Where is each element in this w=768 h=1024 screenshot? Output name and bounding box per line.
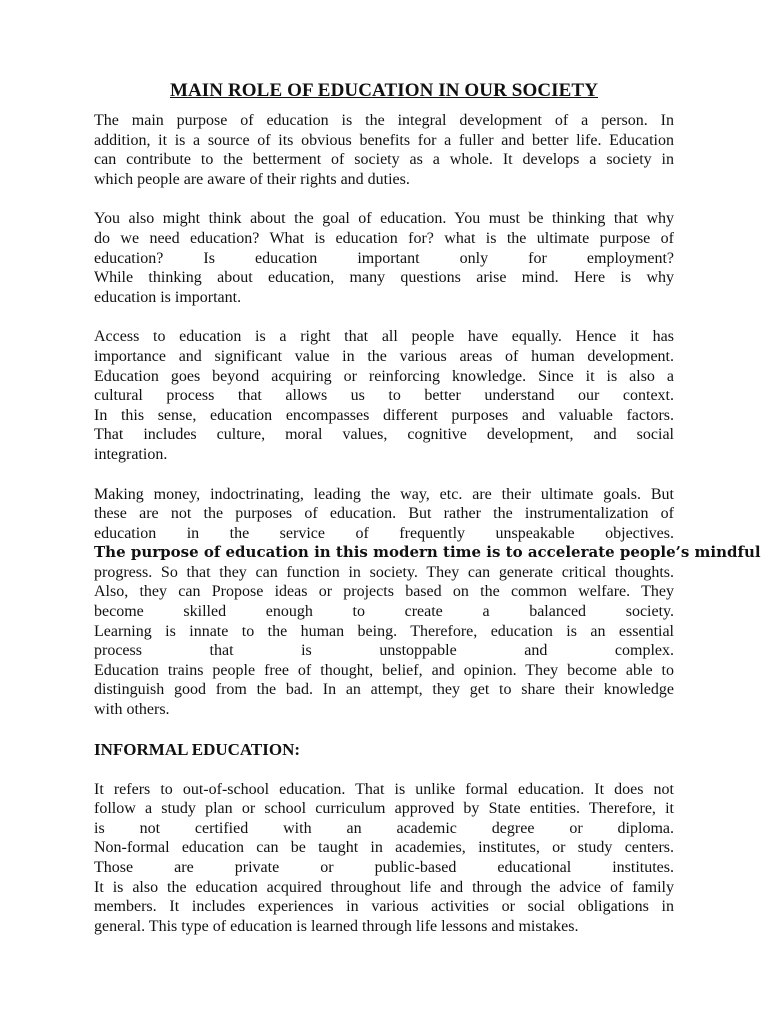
text-line: do we need education? What is education for? what is the ultimate purpose of: [94, 229, 674, 247]
text-line: progress. So that they can function in society. They can generate critical thoughts.: [94, 563, 674, 581]
text-line: education? Is education important only for employment?: [94, 249, 674, 267]
text-line: addition, it is a source of its obvious benefits for a fuller and better life. Education: [94, 131, 674, 149]
text-line: follow a study plan or school curriculum approved by State entities. Therefore, it: [94, 800, 674, 818]
text-line: cultural process that allows us to better understand our context.: [94, 387, 674, 405]
paragraph-goals: [94, 485, 761, 720]
text-line: which people are aware of their rights and duties.: [94, 170, 410, 188]
text-line: That includes culture, moral values, cognitive development, and social: [94, 426, 674, 444]
text-line: integration.: [94, 445, 168, 463]
text-line: While thinking about education, many questions arise mind. Here is why: [94, 269, 674, 287]
text-line: Those are private or public-based educational institutes.: [94, 859, 674, 876]
paragraph-access: [94, 327, 674, 464]
text-line: education in the service of frequently unspeakable objectives.: [94, 524, 674, 542]
text-line: The main purpose of education is the integral development of a person. In: [94, 112, 674, 129]
text-line: with others.: [94, 701, 170, 719]
document-title: MAIN ROLE OF EDUCATION IN OUR SOCIETY: [169, 80, 599, 101]
text-line: Education goes beyond acquiring or reinforcing knowledge. Since it is also a: [94, 367, 674, 385]
text-line: general. This type of education is learned through life lessons and mistakes.: [94, 917, 579, 935]
text-line: Non-formal education can be taught in academies, institutes, or study centers.: [94, 839, 674, 857]
text-line: become skilled enough to create a balanced society.: [94, 603, 674, 621]
paragraph-goal: [94, 209, 674, 307]
text-line: is not certified with an academic degree or diploma.: [94, 819, 674, 837]
text-line: Also, they can Propose ideas or projects based on the common welfare. They: [94, 583, 674, 601]
text-line: Making money, indoctrinating, leading the way, etc. are their ultimate goals. But: [94, 485, 674, 503]
text-line: can contribute to the betterment of society as a whole. It develops a society in: [94, 151, 674, 169]
section-heading-informal: INFORMAL EDUCATION:: [94, 739, 301, 759]
paragraph-purpose: [94, 111, 674, 189]
text-line: these are not the purposes of education. But rather the instrumentalization of: [94, 505, 674, 523]
text-line: education is important.: [94, 288, 242, 306]
bold-text-line: The purpose of education in this modern time is to accelerate people’s mindful: [94, 543, 761, 562]
text-line: importance and significant value in the various areas of human development.: [94, 347, 674, 365]
text-line: distinguish good from the bad. In an attempt, they get to share their knowledge: [94, 681, 674, 699]
paragraph-informal: [94, 780, 674, 937]
text-line: Education trains people free of thought, belief, and opinion. They become able to: [94, 661, 674, 679]
text-line: You also might think about the goal of education. You must be thinking that why: [94, 210, 674, 228]
text-line: It refers to out-of-school education. That is unlike formal education. It does not: [94, 780, 674, 798]
text-line: Learning is innate to the human being. Therefore, education is an essential: [94, 622, 674, 640]
text-line: process that is unstoppable and complex.: [94, 642, 674, 660]
text-line: Access to education is a right that all people have equally. Hence it has: [94, 328, 674, 346]
text-line: members. It includes experiences in various activities or social obligations in: [94, 898, 674, 916]
text-line: It is also the education acquired throughout life and through the advice of family: [94, 878, 674, 896]
text-line: In this sense, education encompasses different purposes and valuable factors.: [94, 406, 674, 424]
